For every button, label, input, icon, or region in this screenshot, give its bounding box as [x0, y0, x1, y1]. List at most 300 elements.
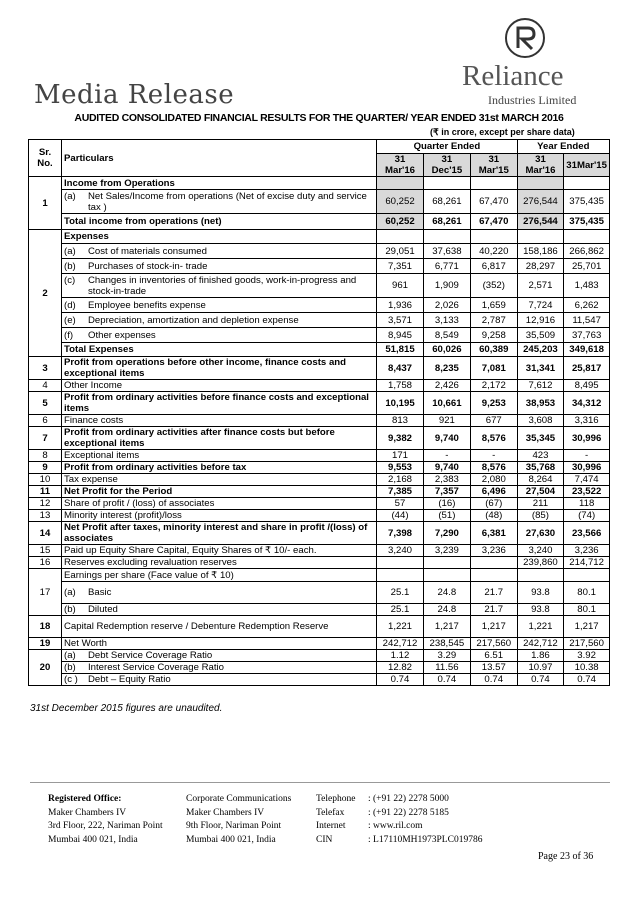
cell-text: 60,252 — [385, 196, 415, 207]
period-header — [423, 154, 470, 177]
table-cell — [423, 230, 470, 244]
value-cell — [517, 298, 564, 313]
footer-line: Internet — [316, 821, 346, 831]
value-cell — [517, 545, 564, 557]
cell-text: 3.29 — [437, 650, 457, 661]
cell-text: 20 — [39, 662, 51, 673]
value-cell — [423, 662, 470, 674]
footer-line: Telefax — [316, 807, 345, 818]
cell-text: 93.8 — [531, 587, 550, 598]
footer-line: : (+91 22) 2278 5000 — [368, 794, 449, 804]
value-cell — [517, 259, 564, 274]
value-cell — [564, 214, 610, 230]
footer-col-4 — [368, 793, 482, 847]
cell-text: Income from Operations — [64, 177, 175, 189]
sr-cell — [29, 462, 62, 474]
cell-text: Particulars — [64, 152, 114, 164]
cell-text: 677 — [485, 415, 502, 426]
table-row — [29, 298, 610, 313]
quarter-ended-header — [377, 140, 517, 154]
table-cell — [377, 230, 424, 244]
value-cell — [423, 274, 470, 298]
cell-text: 1.86 — [531, 650, 550, 661]
cell-text: 31 Mar'16 — [525, 154, 556, 176]
value-cell — [517, 274, 564, 298]
cell-text: 8,945 — [388, 329, 413, 341]
cell-text: Minority interest (profit)/loss — [64, 510, 182, 521]
cell-text: 12 — [39, 498, 51, 509]
table-cell — [564, 177, 610, 190]
cell-text: Share of profit / (loss) of associates — [64, 498, 215, 509]
item-label: Other expenses — [88, 329, 156, 341]
cell-text: Exceptional items — [64, 450, 140, 461]
footer-line: Maker Chambers IV — [48, 807, 127, 818]
cell-text: 8,437 — [388, 362, 413, 374]
cell-text: 80.1 — [577, 604, 596, 615]
cell-text: 3,316 — [574, 415, 599, 426]
row-label — [62, 662, 377, 674]
cell-text: 1,659 — [481, 299, 506, 311]
row-label — [62, 298, 377, 313]
footer-line: 3rd Floor, 222, Nariman Point — [48, 821, 163, 831]
table-row — [29, 357, 610, 380]
row-label — [62, 616, 377, 638]
cell-text: 57 — [394, 498, 406, 509]
sr-cell — [29, 392, 62, 415]
cell-text: 2,383 — [434, 474, 459, 485]
value-cell — [470, 650, 517, 662]
footer-line: Maker Chambers IV — [186, 807, 265, 818]
value-cell — [470, 392, 517, 415]
cell-text: 239,860 — [523, 557, 558, 568]
value-cell — [423, 190, 470, 214]
value-cell — [423, 462, 470, 474]
table-row — [29, 616, 610, 638]
table-row — [29, 328, 610, 343]
value-cell — [377, 462, 424, 474]
cell-text: 8,576 — [481, 462, 506, 473]
value-cell — [423, 498, 470, 510]
period-header — [470, 154, 517, 177]
cell-text: 1.12 — [390, 650, 410, 661]
cell-text: 1,217 — [481, 621, 506, 632]
table-row — [29, 214, 610, 230]
cell-text: 7,081 — [481, 362, 506, 374]
cell-text: Profit from ordinary activities before finance costs and exceptional items — [64, 392, 369, 414]
table-row — [29, 662, 610, 674]
cell-text: 2,080 — [481, 474, 506, 485]
table-row — [29, 343, 610, 357]
table-row — [29, 545, 610, 557]
footer-line: Corporate Communications — [186, 794, 292, 804]
cell-text: Finance costs — [64, 415, 124, 426]
cell-text: 12.82 — [388, 662, 413, 673]
value-cell — [517, 380, 564, 392]
cell-text: (44) — [391, 510, 409, 521]
table-row — [29, 474, 610, 486]
cell-text: 80.1 — [577, 587, 596, 598]
value-cell — [423, 259, 470, 274]
cell-text: 7,398 — [388, 527, 413, 539]
value-cell — [377, 557, 424, 569]
value-cell — [423, 214, 470, 230]
value-cell — [377, 214, 424, 230]
value-cell — [377, 244, 424, 259]
value-cell — [517, 557, 564, 569]
value-cell — [564, 545, 610, 557]
value-cell — [564, 259, 610, 274]
sr-cell — [29, 545, 62, 557]
table-cell — [470, 230, 517, 244]
value-cell — [564, 474, 610, 486]
cell-text: 40,220 — [479, 245, 509, 257]
item-label: Purchases of stock-in- trade — [88, 260, 208, 272]
value-cell — [423, 313, 470, 328]
cell-text: 35,768 — [525, 462, 556, 473]
value-cell — [470, 190, 517, 214]
cell-text: 31Mar'15 — [566, 159, 607, 171]
table-row — [29, 140, 610, 154]
value-cell — [564, 392, 610, 415]
value-cell — [517, 662, 564, 674]
row-label — [62, 510, 377, 522]
cell-text: 1 — [42, 197, 48, 209]
item-letter: (a) — [64, 650, 76, 661]
table-cell — [29, 177, 62, 230]
value-cell — [517, 486, 564, 498]
value-cell — [517, 582, 564, 604]
value-cell — [564, 638, 610, 650]
value-cell — [470, 462, 517, 474]
table-cell — [423, 569, 470, 582]
value-cell — [377, 343, 424, 357]
cell-text: 10,661 — [432, 397, 462, 409]
value-cell — [423, 298, 470, 313]
value-cell — [423, 674, 470, 686]
cell-text: 37,638 — [432, 245, 462, 257]
cell-text: 31 Mar'15 — [478, 154, 509, 176]
cell-text: 9,740 — [434, 462, 459, 473]
value-cell — [517, 427, 564, 450]
cell-text: Net Worth — [64, 638, 108, 649]
cell-text: 5 — [42, 397, 48, 409]
cell-text: 1,758 — [388, 380, 413, 391]
row-label — [62, 569, 377, 582]
table-row — [29, 380, 610, 392]
cell-text: Reserves excluding revaluation reserves — [64, 557, 237, 568]
value-cell — [517, 392, 564, 415]
value-cell — [377, 486, 424, 498]
value-cell — [564, 462, 610, 474]
value-cell — [517, 357, 564, 380]
cell-text: 242,712 — [382, 638, 418, 649]
cell-text: 35,509 — [525, 329, 556, 341]
row-label — [62, 380, 377, 392]
value-cell — [423, 474, 470, 486]
value-cell — [517, 604, 564, 616]
row-label — [62, 498, 377, 510]
table-row — [29, 313, 610, 328]
value-cell — [470, 427, 517, 450]
cell-text: 10 — [39, 474, 51, 485]
row-label — [62, 638, 377, 650]
footer-line: Mumbai 400 021, India — [48, 834, 138, 845]
document-subtitle: (₹ in crore, except per share data) — [430, 127, 575, 137]
cell-text: 9,553 — [388, 462, 413, 473]
financial-results-table — [28, 139, 610, 686]
item-letter: (e) — [64, 314, 76, 326]
footer-line: 9th Floor, Nariman Point — [186, 821, 282, 831]
value-cell — [423, 510, 470, 522]
value-cell — [470, 274, 517, 298]
value-cell — [377, 638, 424, 650]
table-cell — [29, 569, 62, 616]
cell-text: 0.74 — [577, 674, 596, 685]
table-row — [29, 259, 610, 274]
value-cell — [564, 662, 610, 674]
value-cell — [517, 214, 564, 230]
row-label — [62, 343, 377, 357]
cell-text: 245,203 — [523, 344, 558, 355]
row-label — [62, 274, 377, 298]
table-row — [29, 604, 610, 616]
cell-text: 28,297 — [525, 260, 556, 272]
row-label — [62, 328, 377, 343]
period-header — [517, 154, 564, 177]
item-label: Depreciation, amortization and depletion expense — [88, 314, 299, 326]
table-cell — [29, 638, 62, 650]
value-cell — [377, 357, 424, 380]
value-cell — [470, 582, 517, 604]
row-label — [62, 650, 377, 662]
row-label — [62, 674, 377, 686]
value-cell — [517, 415, 564, 427]
cell-text: 3,240 — [528, 545, 553, 556]
value-cell — [377, 427, 424, 450]
value-cell — [564, 380, 610, 392]
cell-text: 11.56 — [435, 662, 459, 673]
footer-line: Telephone — [316, 794, 356, 804]
row-label — [62, 313, 377, 328]
row-label — [62, 392, 377, 415]
cell-text: 118 — [578, 498, 595, 509]
item-letter: (a) — [64, 190, 76, 202]
value-cell — [517, 474, 564, 486]
item-label: Diluted — [88, 604, 118, 615]
value-cell — [377, 522, 424, 545]
value-cell — [377, 662, 424, 674]
cell-text: 266,862 — [569, 245, 604, 257]
value-cell — [564, 298, 610, 313]
item-letter: (d) — [64, 299, 76, 311]
cell-text: 3,236 — [574, 545, 599, 556]
value-cell — [517, 510, 564, 522]
value-cell — [517, 190, 564, 214]
cell-text: 349,618 — [569, 344, 604, 355]
value-cell — [377, 650, 424, 662]
value-cell — [423, 557, 470, 569]
cell-text: 7 — [42, 432, 48, 444]
item-letter: (f) — [64, 329, 74, 341]
cell-text: 2,787 — [481, 314, 506, 326]
value-cell — [564, 582, 610, 604]
table-cell — [377, 569, 424, 582]
footer-divider — [30, 782, 610, 783]
cell-text: 1,483 — [574, 280, 599, 291]
table-row — [29, 638, 610, 650]
item-label: Net Sales/Income from operations (Net of excise duty and service tax ) — [88, 190, 367, 213]
value-cell — [377, 298, 424, 313]
value-cell — [517, 522, 564, 545]
item-letter: (b) — [64, 604, 76, 615]
table-row — [29, 569, 610, 582]
value-cell — [517, 498, 564, 510]
value-cell — [377, 616, 424, 638]
cell-text: 1,221 — [528, 621, 553, 632]
cell-text: Profit from ordinary activities before tax — [64, 462, 247, 473]
value-cell — [377, 392, 424, 415]
item-letter: (a) — [64, 587, 76, 598]
cell-text: 0.74 — [390, 674, 410, 685]
cell-text: 27,504 — [525, 486, 556, 497]
sr-header — [29, 140, 62, 177]
value-cell — [470, 214, 517, 230]
value-cell — [377, 380, 424, 392]
footer-col-1 — [48, 793, 163, 847]
sub-item — [64, 587, 374, 598]
table-cell — [517, 177, 564, 190]
cell-text: 51,815 — [385, 344, 415, 355]
cell-text: 1,217 — [574, 621, 599, 632]
cell-text: 12,916 — [525, 314, 556, 326]
value-cell — [564, 498, 610, 510]
cell-text: 9,740 — [434, 432, 459, 444]
cell-text: 6,771 — [434, 260, 459, 272]
cell-text: 214,712 — [569, 557, 604, 568]
cell-text: 6,381 — [481, 527, 506, 539]
value-cell — [377, 313, 424, 328]
table-row — [29, 427, 610, 450]
value-cell — [470, 616, 517, 638]
particulars-header — [62, 140, 377, 177]
cell-text: 10.38 — [574, 662, 599, 673]
cell-text: 60,252 — [385, 216, 415, 227]
cell-text: 11 — [39, 486, 51, 497]
value-cell — [423, 522, 470, 545]
value-cell — [423, 328, 470, 343]
table-row — [29, 415, 610, 427]
sub-item — [64, 674, 374, 685]
cell-text: 3.92 — [577, 650, 596, 661]
cell-text: 6 — [42, 415, 48, 426]
table-row — [29, 244, 610, 259]
value-cell — [423, 244, 470, 259]
value-cell — [377, 498, 424, 510]
table-cell — [29, 650, 62, 686]
table-cell — [517, 230, 564, 244]
table-row — [29, 582, 610, 604]
cell-text: (85) — [531, 510, 549, 521]
cell-text: 0.74 — [437, 674, 457, 685]
cell-text: Total Expenses — [64, 344, 134, 355]
row-label — [62, 230, 377, 244]
cell-text: 17 — [39, 586, 51, 598]
value-cell — [470, 522, 517, 545]
item-letter: (b) — [64, 260, 76, 272]
cell-text: 7,724 — [528, 299, 553, 311]
table-row — [29, 498, 610, 510]
value-cell — [423, 392, 470, 415]
value-cell — [470, 298, 517, 313]
cell-text: (67) — [485, 498, 503, 509]
cell-text: 25,817 — [571, 362, 602, 374]
cell-text: 9 — [42, 462, 48, 473]
sub-item — [64, 604, 374, 615]
cell-text: 3,240 — [388, 545, 413, 556]
cell-text: 217,560 — [569, 638, 604, 649]
row-label — [62, 177, 377, 190]
cell-text: 7,290 — [434, 527, 459, 539]
sub-item — [64, 261, 374, 272]
cell-text: (74) — [578, 510, 596, 521]
value-cell — [377, 415, 424, 427]
cell-text: Net Profit after taxes, minority interest and share in profit /(loss) of associates — [64, 522, 368, 544]
cell-text: 375,435 — [569, 196, 604, 207]
item-label: Basic — [88, 587, 112, 598]
value-cell — [564, 244, 610, 259]
item-letter: (a) — [64, 245, 76, 257]
cell-text: Quarter Ended — [413, 141, 481, 152]
sr-cell — [29, 498, 62, 510]
value-cell — [564, 510, 610, 522]
cell-text: 3 — [42, 362, 48, 374]
table-row — [29, 557, 610, 569]
value-cell — [517, 638, 564, 650]
footer-col-2 — [186, 793, 291, 847]
cell-text: 8,549 — [434, 329, 459, 341]
cell-text: - — [492, 450, 496, 461]
sr-cell — [29, 357, 62, 380]
value-cell — [377, 545, 424, 557]
value-cell — [423, 357, 470, 380]
table-row — [29, 510, 610, 522]
company-sub: Industries Limited — [488, 93, 577, 107]
period-header — [377, 154, 424, 177]
cell-text: 34,312 — [571, 397, 602, 409]
value-cell — [470, 662, 517, 674]
value-cell — [517, 462, 564, 474]
cell-text: 13.57 — [481, 662, 506, 673]
cell-text: 15 — [39, 545, 51, 556]
cell-text: (48) — [485, 510, 503, 521]
cell-text: 0.74 — [531, 674, 550, 685]
value-cell — [564, 313, 610, 328]
cell-text: (51) — [438, 510, 456, 521]
table-cell — [470, 177, 517, 190]
value-cell — [517, 450, 564, 462]
cell-text: 8,235 — [434, 362, 459, 374]
value-cell — [423, 650, 470, 662]
cell-text: - — [585, 450, 589, 461]
value-cell — [470, 557, 517, 569]
table-cell — [29, 230, 62, 357]
value-cell — [470, 474, 517, 486]
table-cell — [564, 230, 610, 244]
value-cell — [564, 557, 610, 569]
value-cell — [470, 244, 517, 259]
cell-text: 30,996 — [571, 432, 602, 444]
item-label: Employee benefits expense — [88, 299, 206, 311]
